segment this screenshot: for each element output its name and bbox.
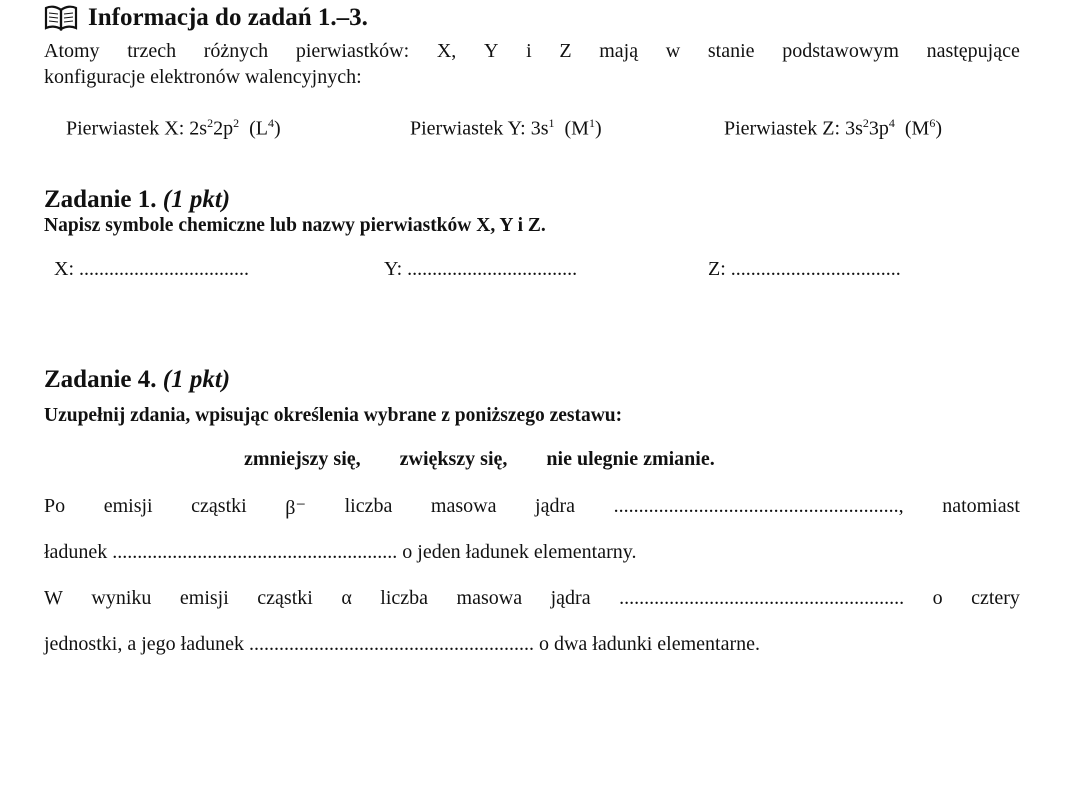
option-no-change: nie ulegnie zmianie. [546, 448, 715, 470]
task1-title: Zadanie 1. [44, 186, 157, 213]
info-heading [44, 4, 368, 32]
blank-mass-number-beta[interactable]: ........................................................., [613, 495, 904, 517]
info-title-text: Informacja do zadań 1.–3. [88, 4, 368, 31]
intro-line-2: konfiguracje elektronów walencyjnych: [44, 66, 362, 88]
task4-sentence-3: W wyniku emisji cząstki α liczba masowa jądra ......................................................... o cztery [44, 587, 1020, 609]
open-book-icon [44, 5, 78, 31]
answer-z-field[interactable]: Z: .................................. [708, 258, 901, 280]
task1-command: Napisz symbole chemiczne lub nazwy pierwiastków X, Y i Z. [44, 215, 546, 236]
answer-y-field[interactable]: Y: .................................. [384, 258, 578, 280]
task1-points: (1 pkt) [162, 186, 231, 213]
task4-points: (1 pkt) [162, 366, 231, 393]
option-increase: zwiększy się, [399, 448, 508, 470]
task4-sentence-1: Po emisji cząstki β⁻ liczba masowa jądra ........................................................., natomiast [44, 495, 1020, 519]
intro-line-1: Atomy trzech różnych pierwiastków: X, Y i Z mają w stanie podstawowym następujące [44, 40, 1020, 62]
blank-mass-number-alpha[interactable]: ......................................................... [619, 587, 905, 609]
task4-command: Uzupełnij zdania, wpisując określenia wybrane z poniższego zestawu: [44, 405, 623, 426]
task4-sentence-2[interactable]: ładunek ......................................................... o jeden ładunek elementarny. [44, 541, 637, 563]
config-z: Pierwiastek Z: $3s^23p^4$ $(M^6)$ [724, 116, 942, 140]
option-decrease: zmniejszy się, [244, 448, 361, 470]
task4-title: Zadanie 4. [44, 366, 157, 393]
task4-sentence-4[interactable]: jednostki, a jego ładunek ......................................................... o dwa ładunki elementarne. [44, 633, 760, 655]
config-y: Pierwiastek Y: $3s^1$ $(M^1)$ [410, 116, 602, 140]
config-x: Pierwiastek X: $2s^22p^2$ $(L^4)$ [66, 116, 281, 140]
task4-options [244, 448, 749, 471]
answer-x-field[interactable]: X: .................................. [54, 258, 249, 280]
info-intro [44, 38, 1020, 90]
task1-heading [44, 186, 230, 214]
task4-heading [44, 366, 230, 394]
